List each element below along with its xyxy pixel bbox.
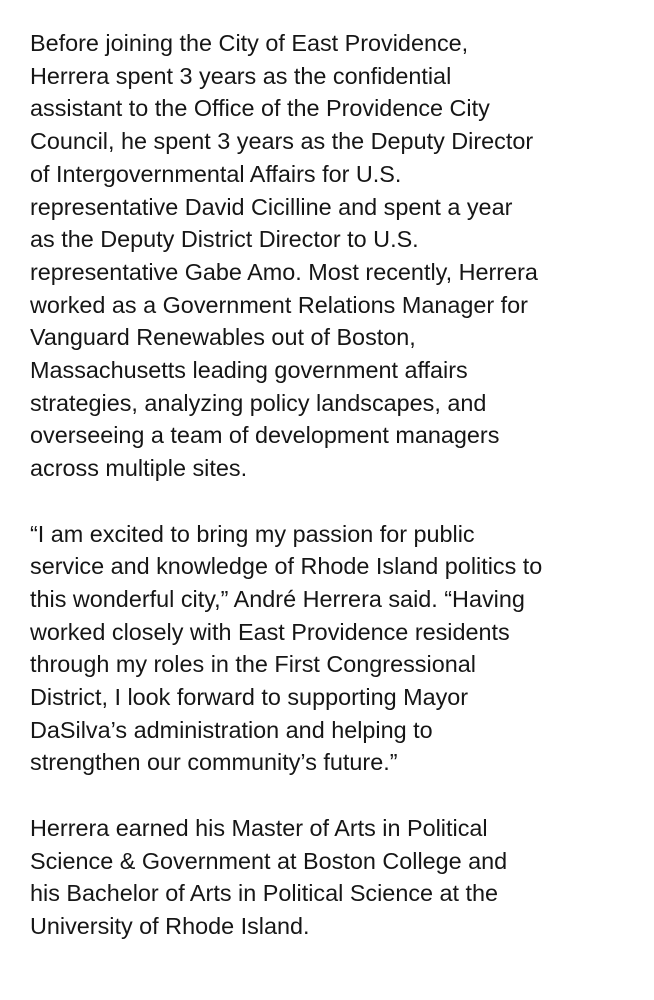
text-line: Herrera spent 3 years as the confidential bbox=[30, 62, 452, 89]
text-line: of Intergovernmental Affairs for U.S. bbox=[30, 160, 402, 187]
text-line: representative David Cicilline and spent a year bbox=[30, 193, 513, 220]
article-body bbox=[30, 27, 635, 943]
paragraph-quote bbox=[30, 518, 635, 780]
text-line: DaSilva’s administration and helping to bbox=[30, 716, 433, 743]
text-line: Herrera earned his Master of Arts in Political bbox=[30, 814, 488, 841]
text-line: strategies, analyzing policy landscapes, and bbox=[30, 389, 487, 416]
text-line: District, I look forward to supporting Mayor bbox=[30, 684, 469, 711]
text-line: overseeing a team of development managers bbox=[30, 422, 500, 449]
text-line: Before joining the City of East Providence, bbox=[30, 30, 469, 56]
text-line: University of Rhode Island. bbox=[30, 912, 310, 939]
text-line: worked as a Government Relations Manager for bbox=[30, 291, 528, 318]
text-line: Council, he spent 3 years as the Deputy Director bbox=[30, 128, 534, 155]
text-line: assistant to the Office of the Providence City bbox=[30, 95, 490, 122]
text-line: this wonderful city,” André Herrera said. “Having bbox=[30, 585, 525, 612]
paragraph-career-history bbox=[30, 27, 635, 485]
text-line: representative Gabe Amo. Most recently, Herrera bbox=[30, 258, 538, 285]
text-line: worked closely with East Providence residents bbox=[30, 618, 510, 645]
text-line: service and knowledge of Rhode Island politics to bbox=[30, 553, 543, 580]
text-line: as the Deputy District Director to U.S. bbox=[30, 226, 419, 253]
text-line: “I am excited to bring my passion for public bbox=[30, 520, 475, 547]
text-line: through my roles in the First Congressional bbox=[30, 651, 476, 678]
text-line: across multiple sites. bbox=[30, 455, 248, 482]
text-line: Massachusetts leading government affairs bbox=[30, 357, 468, 384]
paragraph-education bbox=[30, 812, 635, 943]
text-line: strengthen our community’s future.” bbox=[30, 749, 398, 776]
text-line: his Bachelor of Arts in Political Science at the bbox=[30, 880, 499, 907]
text-line: Science & Government at Boston College and bbox=[30, 847, 508, 874]
text-line: Vanguard Renewables out of Boston, bbox=[30, 324, 416, 351]
